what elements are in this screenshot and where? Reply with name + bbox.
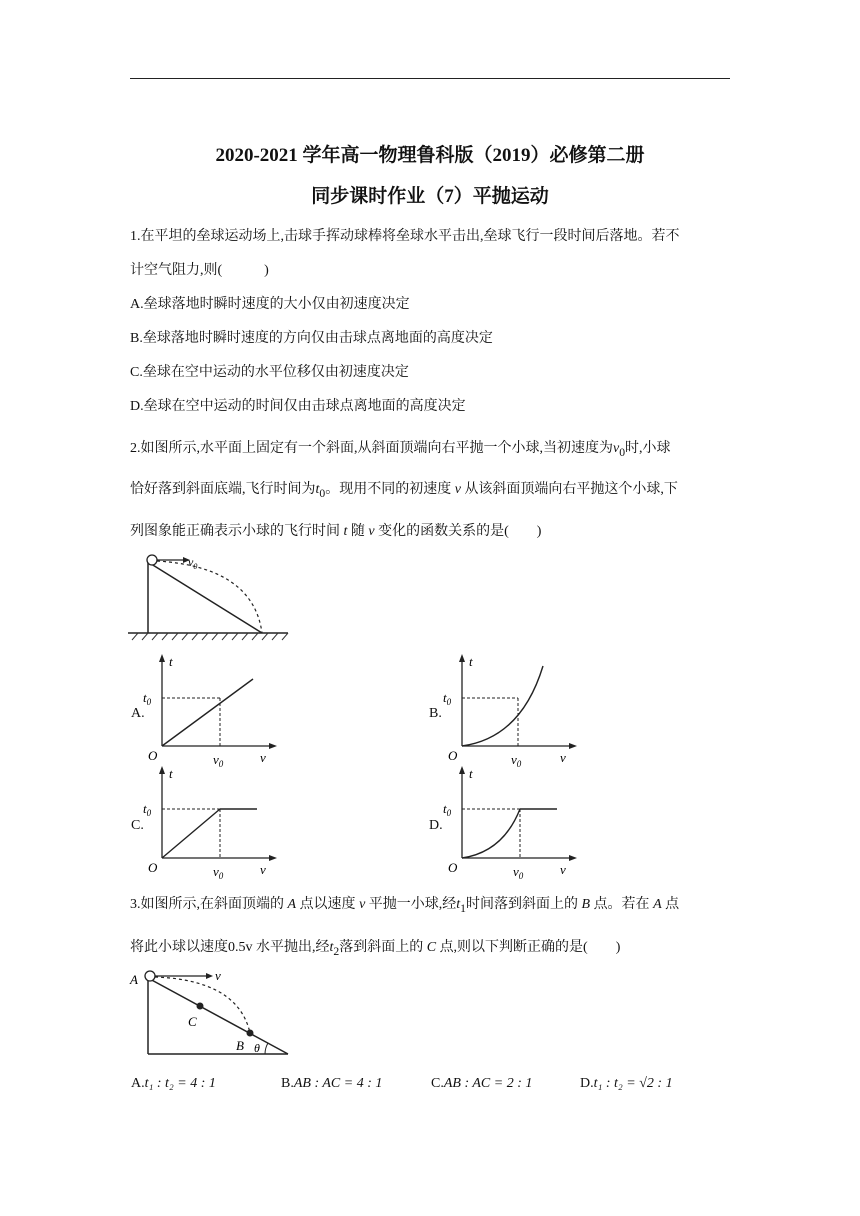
svg-text:O: O — [148, 748, 158, 763]
q1-option-b: B.垒球落地时瞬时速度的方向仅由击球点离地面的高度决定 — [130, 331, 493, 346]
q2-stem-line-2: 恰好落到斜面底端,飞行时间为$t_0$。现用不同的初速度 v 从该斜面顶端向右平抛这个小球,下 — [130, 482, 678, 500]
svg-text:O: O — [448, 860, 458, 875]
q2-graph-b — [443, 652, 578, 770]
svg-text:v: v — [260, 862, 266, 877]
q1-stem-line-2: 计空气阻力,则( ) — [130, 263, 269, 278]
svg-text:A: A — [130, 972, 138, 987]
q2-fig-v0-label: $v_0$ — [188, 555, 198, 571]
q2-stem-line-1: 2.如图所示,水平面上固定有一个斜面,从斜面顶端向右平抛一个小球,当初速度为$v_0$时,小球 — [130, 441, 671, 459]
title-line-1: 2020-2021 学年高一物理鲁科版（2019）必修第二册 — [215, 145, 645, 166]
q3-stem-line-1: 3.如图所示,在斜面顶端的 A 点以速度 v 平抛一小球,经$t_1$时间落到斜面上的 B 点。若在 A 点 — [130, 897, 680, 915]
svg-text:v: v — [260, 750, 266, 765]
svg-text:t: t — [169, 766, 173, 781]
svg-text:t: t — [169, 654, 173, 669]
q2-graph-d — [443, 764, 578, 882]
q3-answer-c: C.AB : AC = 2 : 1 — [431, 1076, 533, 1091]
q3-answer-b: B.AB : AC = 4 : 1 — [281, 1076, 383, 1091]
q3-answer-a: A.t₁ : t₂ = 4 : 1 — [131, 1076, 216, 1091]
svg-text:v0: $v_0$ — [213, 752, 224, 769]
svg-text:v0: $v_0$ — [213, 864, 224, 881]
q3-answer-d: D.t₁ : t₂ = √2 : 1 — [580, 1076, 673, 1091]
svg-text:v0: $v_0$ — [511, 752, 522, 769]
q3-incline-figure — [128, 968, 298, 1060]
q1-option-a: A.垒球落地时瞬时速度的大小仅由初速度决定 — [130, 297, 410, 312]
svg-text:t0: $t_0$ — [443, 801, 452, 818]
svg-text:C: C — [188, 1014, 197, 1029]
q3-stem-line-2: 将此小球以速度0.5v 水平抛出,经$t_2$落到斜面上的 C 点,则以下判断正确的是( ) — [130, 940, 621, 958]
svg-text:θ: θ — [254, 1041, 260, 1055]
q2-incline-figure — [128, 552, 288, 644]
q2-graph-a — [143, 652, 278, 770]
title-line-2: 同步课时作业（7）平抛运动 — [311, 186, 549, 207]
svg-text:v: v — [560, 862, 566, 877]
q2-graph-c — [143, 764, 278, 882]
svg-text:O: O — [448, 748, 458, 763]
svg-text:v: v — [560, 750, 566, 765]
svg-text:t0: $t_0$ — [143, 690, 152, 707]
svg-text:v0: $v_0$ — [513, 864, 524, 881]
header-rule — [130, 78, 730, 79]
q2-option-d-label: D. — [429, 818, 443, 833]
svg-text:t0: $t_0$ — [143, 801, 152, 818]
q1-stem-line-1: 1.在平坦的垒球运动场上,击球手挥动球棒将垒球水平击出,垒球飞行一段时间后落地。若不 — [130, 229, 680, 244]
svg-text:t: t — [469, 654, 473, 669]
svg-text:t0: $t_0$ — [443, 690, 452, 707]
q2-option-c-label: C. — [131, 818, 144, 833]
q1-option-c: C.垒球在空中运动的水平位移仅由初速度决定 — [130, 365, 409, 380]
q2-option-b-label: B. — [429, 706, 442, 721]
q2-stem-line-3: 列图象能正确表示小球的飞行时间 t 随 v 变化的函数关系的是( ) — [130, 524, 542, 539]
svg-text:B: B — [236, 1038, 244, 1053]
q1-option-d: D.垒球在空中运动的时间仅由击球点离地面的高度决定 — [130, 399, 466, 414]
svg-text:O: O — [148, 860, 158, 875]
q2-option-a-label: A. — [131, 706, 145, 721]
svg-text:t: t — [469, 766, 473, 781]
svg-text:v: v — [215, 968, 221, 983]
